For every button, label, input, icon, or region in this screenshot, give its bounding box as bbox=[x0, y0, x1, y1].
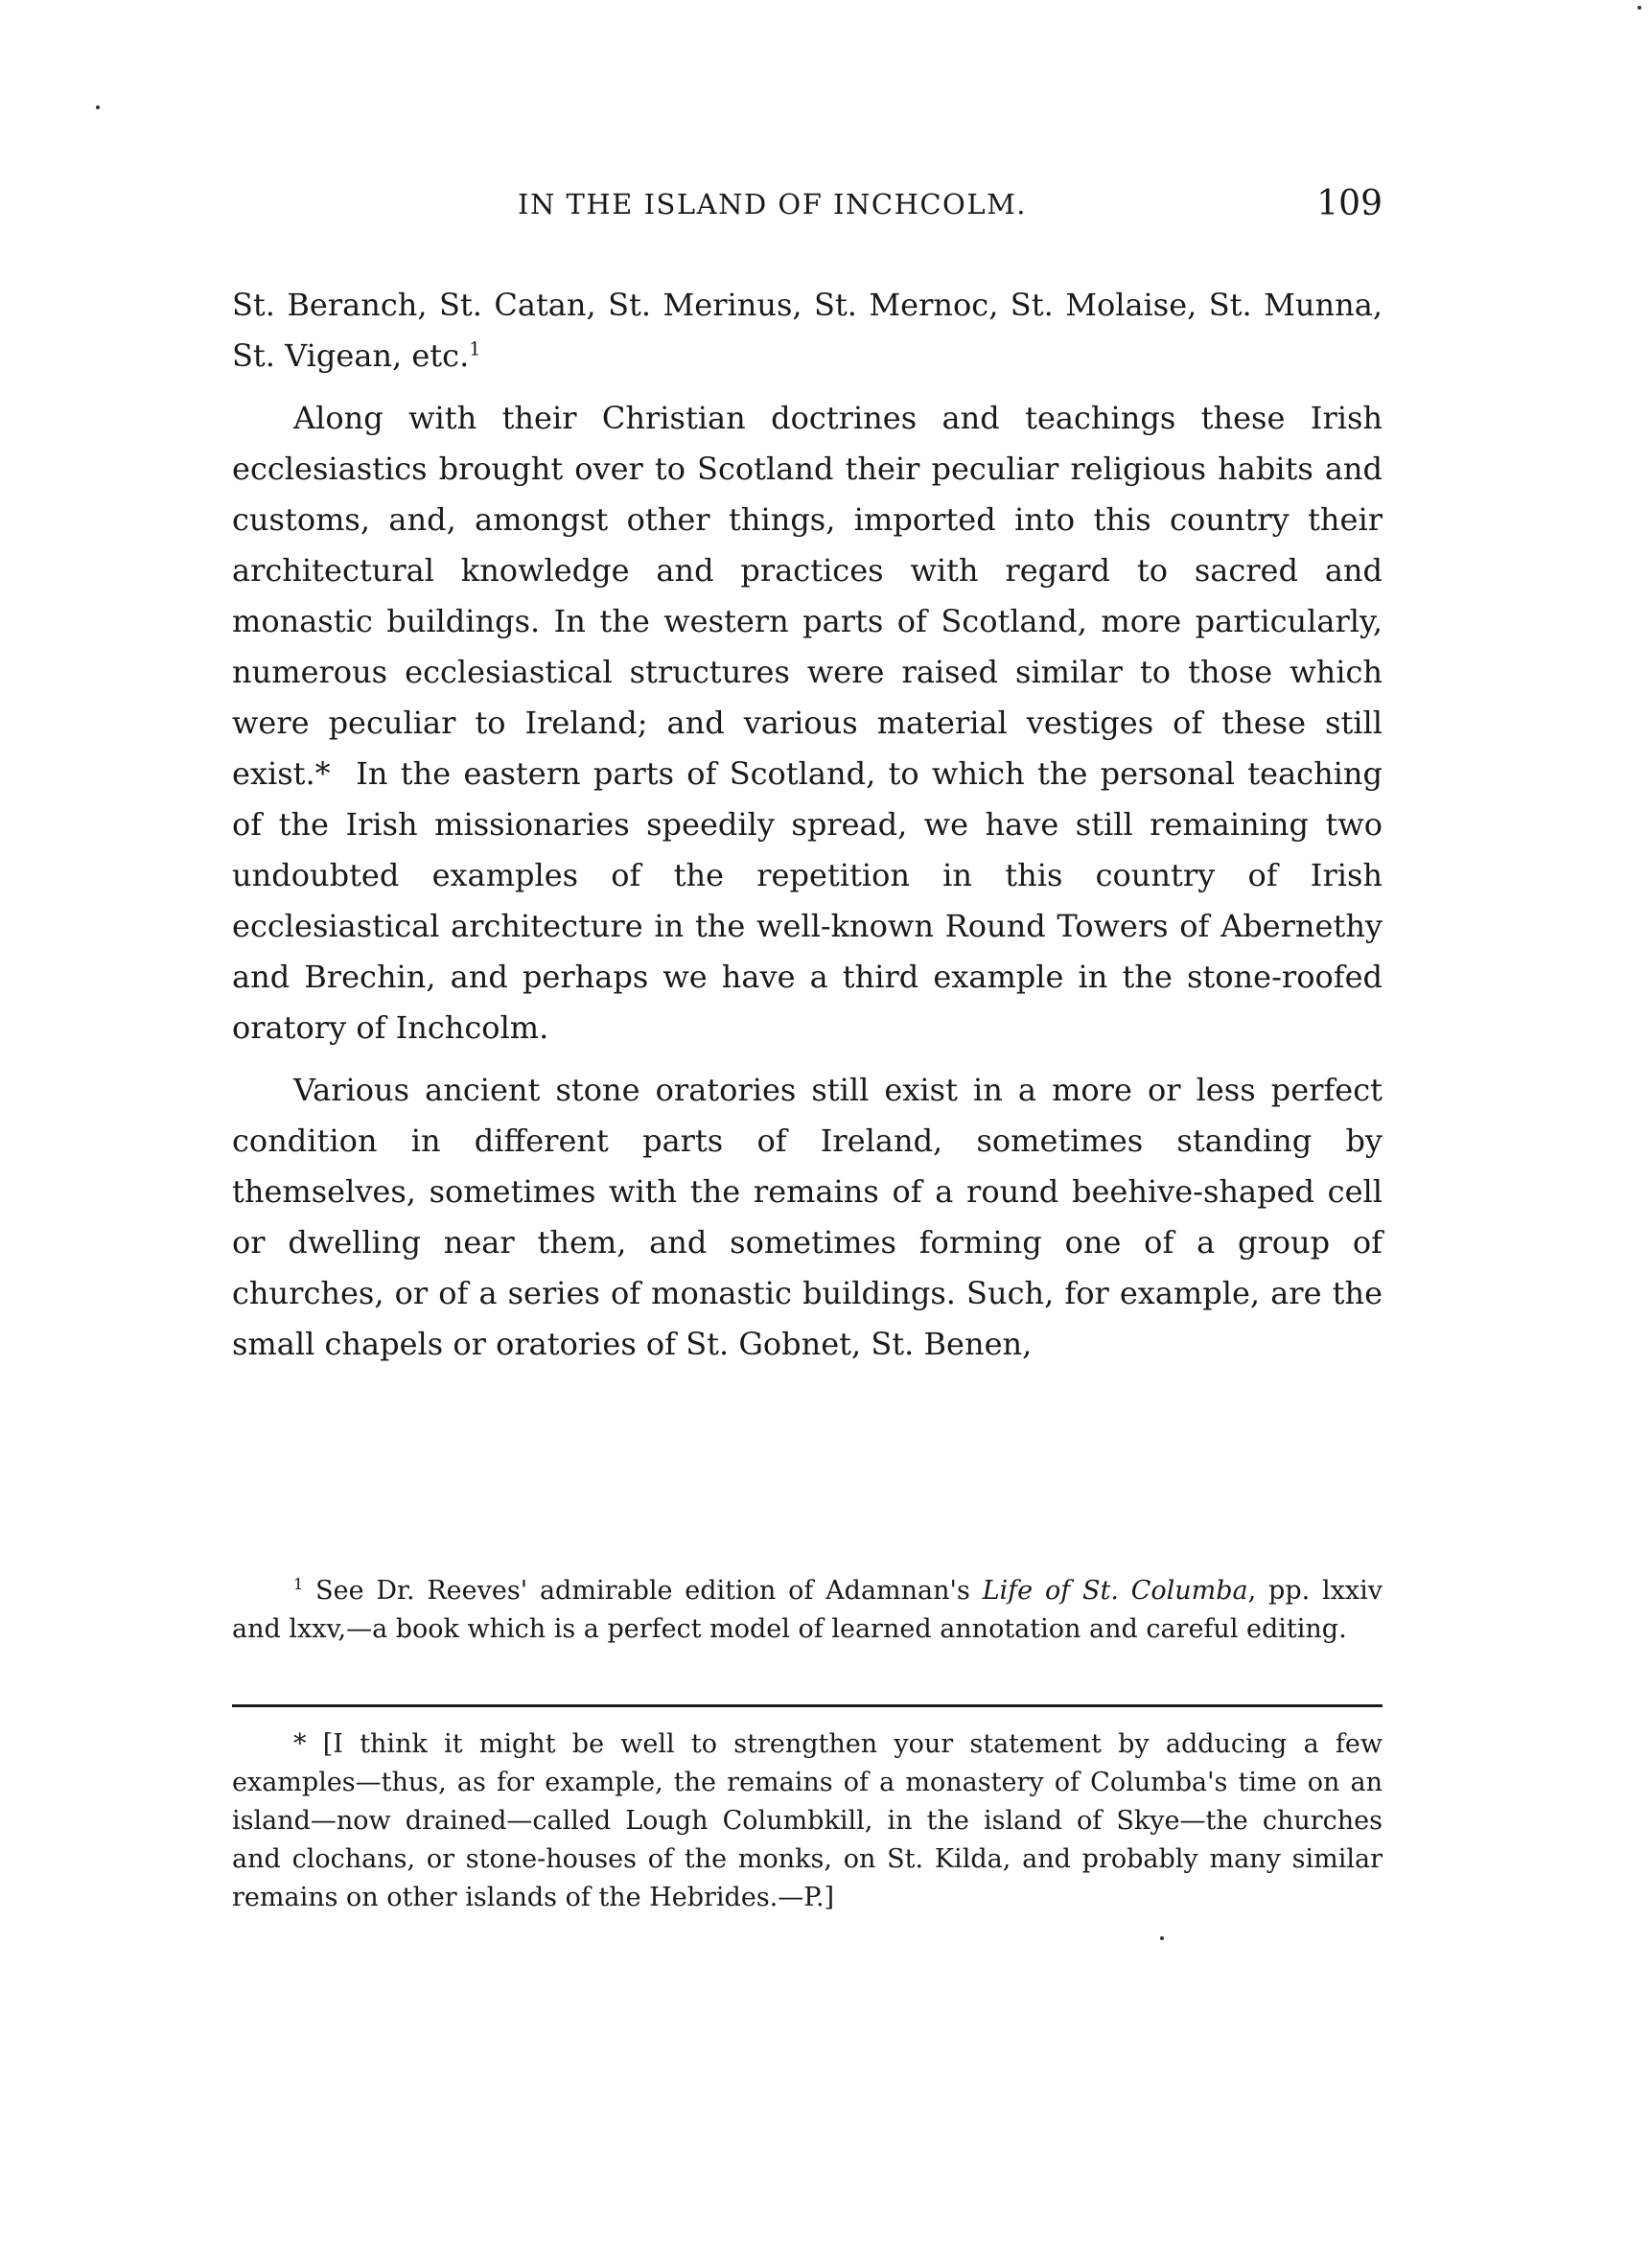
paragraph-irish-ecclesiastics: Along with their Christian doctrines and teachings these Irish ecclesiastics brought over to Scotland their peculiar religious habits and customs, and, amongst other things, imported into this country their architectural knowledge and practices with regard to sacred and monastic buildings. In the western parts of Scotland, more particularly, numerous ecclesiastical structures were raised similar to those which were peculiar to Ireland; and various material vestiges of these still exist.* In the eastern parts of Scotland, to which the personal teaching of the Irish missionaries speedily spread, we have still remaining two undoubted examples of the repetition in this country of Irish ecclesiastical architecture in the well-known Round Towers of Abernethy and Brechin, and perhaps we have a third example in the stone-roofed oratory of Inchcolm. bbox=[232, 400, 1383, 1046]
page-header bbox=[232, 184, 1383, 236]
body-text bbox=[232, 280, 1383, 1381]
footnote-ref-1: 1 bbox=[469, 337, 481, 360]
footnote-star: * [I think it might be well to strengthen your statement by adducing a few examples—thus, as for example, the remains of a monastery of Columba's time on an island—now drained—called Lough Columbkill, in the island of Skye—the churches and clochans, or stone-houses of the monks, on St. Kilda, and probably many similar remains on other islands of the Hebrides.—P.] bbox=[232, 1729, 1383, 1912]
book-title: Life of St. Columba bbox=[982, 1576, 1248, 1606]
paragraph-stone-oratories: Various ancient stone oratories still exist in a more or less perfect condition in different parts of Ireland, sometimes standing by themselves, sometimes with the remains of a round beehive-shaped cell or dwelling near them, and sometimes forming one of a group of churches, or of a series of monastic buildings. Such, for example, are the small chapels or oratories of St. Gobnet, St. Benen, bbox=[232, 1072, 1383, 1362]
page-number: 109 bbox=[1316, 184, 1383, 223]
scan-speck bbox=[1638, 6, 1641, 10]
footnote-ref-star: * bbox=[314, 755, 331, 792]
running-head: IN THE ISLAND OF INCHCOLM. bbox=[518, 188, 1027, 220]
paragraph-continuation: St. Beranch, St. Catan, St. Merinus, St. Mernoc, St. Molaise, St. Munna, St. Vigean, etc.$^1$ bbox=[232, 287, 1383, 374]
footnote-1-marker: 1 bbox=[293, 1575, 304, 1593]
scan-speck bbox=[96, 105, 100, 109]
footnote-1: $^1$ See Dr. Reeves' admirable edition of Adamnan's Life of St. Columba, pp. lxxiv and lxxv,—a book which is a perfect model of learned annotation and careful editing. bbox=[232, 1575, 1383, 1644]
footnote-divider bbox=[232, 1704, 1383, 1707]
scan-speck bbox=[1160, 1936, 1164, 1940]
footnote-star-marker: * bbox=[293, 1729, 307, 1759]
